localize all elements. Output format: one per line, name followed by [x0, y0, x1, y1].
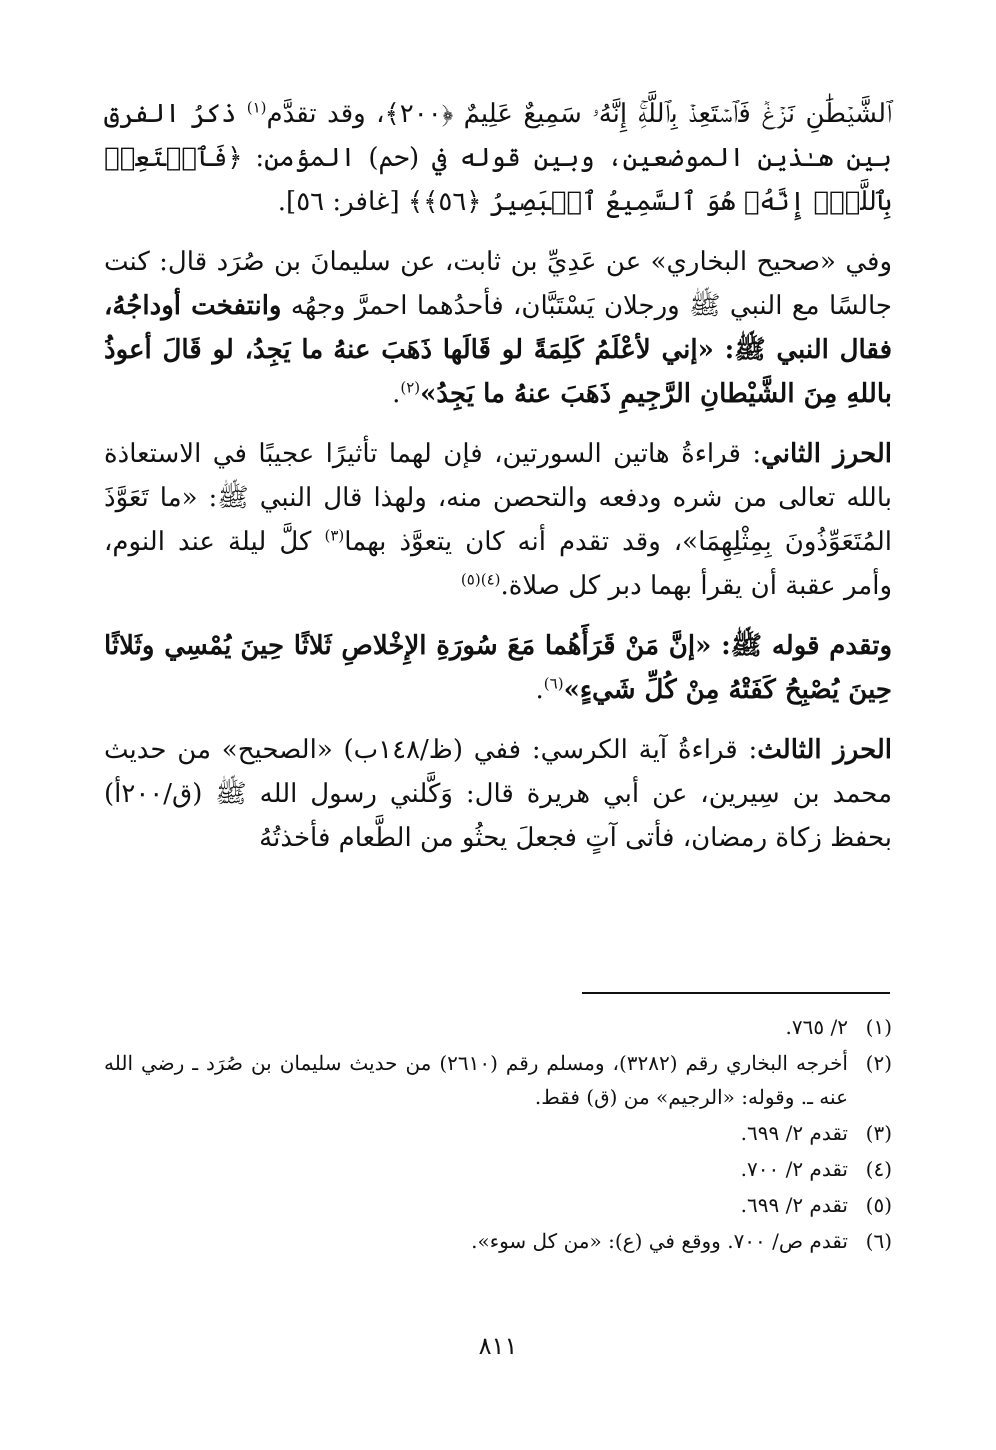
footnote-ref: (٤)	[480, 570, 501, 589]
footnote-item	[104, 1188, 892, 1222]
footnote-text: تقدم ٢/ ٦٩٩.	[740, 1121, 848, 1145]
paragraph-line: ذكرُ الفرق بين هـٰذين الموضعين، وبين قوله في (حم) المؤمن: ﴿فَٱسۡتَعِذۡ بِٱللَّهِۖ	[104, 99, 892, 217]
paragraph-line: كلَّ ليلة عند النوم، وأمر عقبة أن يقرأ بهما دبر كل صلاة.	[104, 527, 892, 601]
paragraph-line: وتقدم قوله ﷺ: «إنَّ مَنْ قَرَأَهُما مَعَ سُورَةِ الإِخْلاصِ ثَلاثًا حِينَ	[240, 631, 892, 661]
paragraph-line: ﷺ: «ما تَعَوَّذَ المُتَعَوِّذُونَ بِمِثْلِهِمَا»، وقد تقدم أنه كان يتعوَّذ بهما	[104, 483, 893, 557]
paragraph-3	[104, 432, 892, 608]
paragraph-line: الاستعاذة بالله تعالى من شره ودفعه والتحصن منه، ولهذا قال النبي	[104, 439, 892, 513]
footnote-divider	[582, 992, 890, 994]
footnote-number: (٢)	[865, 1051, 892, 1075]
footnote-item	[104, 1224, 892, 1258]
section-heading: الحرز الثاني	[761, 439, 892, 469]
paragraph-2: وفي «صحيح البخاري» عن عَدِيِّ بن ثابت، عن سليمانَ بن صُرَد قال: كنت جالسًا مع النبي ﷺ ورجلان يَسْتَبَّان، فأحدُهما احمرَّ وجهُه وانتفخت أوداجُهُ، فقال النبي ﷺ: «إني لأعْلَمُ كَلِمَةً لو قَالَها ذَهَبَ عنهُ ما يَجِدُ، لو قَالَ أعوذُ باللهِ مِنَ الشَّيْطانِ الرَّجِيمِ ذَهَبَ عنهُ ما يَجِدُ»$^{(٢)}$.	[104, 247, 893, 409]
paragraph-5	[104, 728, 892, 860]
footnote-number: (٤)	[865, 1157, 892, 1181]
paragraph-line: حديث محمد بن سِيرين، عن أبي هريرة قال: وَكَّلني رسول الله ﷺ	[104, 735, 892, 809]
footnote-ref: (٣)	[324, 526, 345, 545]
page-number: ٨١١	[478, 1332, 518, 1360]
paragraph-line: إِنَّهُۥ هُوَ ٱلسَّمِيعُ ٱلۡبَصِيرُ ﴿٥٦﴾﴾ [غافر: ٥٦].	[277, 187, 806, 217]
paragraph-line: وانتفخت أوداجُهُ، فقال النبي ﷺ: «إني لأعْلَمُ كَلِمَةً لو قَالَها ذَهَبَ عنهُ	[104, 291, 892, 365]
footnote-number: (٣)	[865, 1121, 892, 1145]
footnote-item	[104, 1116, 892, 1150]
footnote-number: (٥)	[865, 1193, 892, 1217]
paragraph-line: : قراءةُ آية الكرسي: ففي (ظ/١٤٨ب) «الصحيح» من	[177, 735, 758, 765]
paragraph-line: وفي «صحيح البخاري» عن عَدِيِّ بن ثابت، عن سليمانَ بن صُرَد	[216, 247, 893, 277]
footnote-ref: (٥)	[460, 570, 481, 589]
main-text	[104, 92, 892, 876]
footnote-item	[104, 1010, 892, 1044]
footnote-ref: (٦)	[543, 674, 564, 693]
section-heading: الحرز الثالث	[757, 735, 893, 765]
paragraph-line: ما يَجِدُ، لو قَالَ أعوذُ باللهِ مِنَ الشَّيْطانِ الرَّجِيمِ ذَهَبَ عنهُ ما يَجِدُ»	[104, 335, 892, 409]
paragraph-line: (ق/٢٠٠أ) بحفظ زكاة رمضان، فأتى آتٍ فجعلَ يحثُو من الطَّعام فأخذتُهُ	[104, 779, 892, 853]
paragraph-line: قال: كنت جالسًا مع النبي ﷺ ورجلان يَسْتَبَّان، فأحدُهما احمرَّ وجهُه	[104, 247, 892, 321]
footnotes-list	[104, 1010, 892, 1260]
footnote-item	[104, 1152, 892, 1186]
footnote-text: تقدم ٢/ ٧٠٠.	[740, 1157, 848, 1181]
footnote-number: (٦)	[865, 1229, 892, 1253]
footnote-text: تقدم ٢/ ٦٩٩.	[740, 1193, 848, 1217]
paragraph-line: : قراءةُ هاتين السورتين، فإن لهما تأثيرًا عجيبًا في	[212, 439, 762, 469]
paragraph-line: يُمْسِي وثَلاثًا حِينَ يُصْبِحُ كَفَتْهُ مِنْ كُلِّ شَيءٍ»	[104, 631, 892, 705]
footnote-text: أخرجه البخاري رقم (٣٢٨٢)، ومسلم رقم (٢٦١٠) من حديث سليمان بن صُرَد ـ رضي الله عنه ـ. وقوله: «الرجيم» من (ق) فقط.	[104, 1051, 848, 1109]
footnote-text: تقدم ص/ ٧٠٠. ووقع في (ع): «من كل سوء».	[471, 1229, 848, 1253]
footnote-text: ٢/ ٧٦٥.	[785, 1015, 848, 1039]
footnote-ref: (٢)	[400, 378, 421, 397]
footnote-item	[104, 1046, 892, 1114]
footnote-number: (١)	[865, 1015, 892, 1039]
paragraph-1	[104, 92, 892, 224]
footnote-ref: (١)	[246, 98, 267, 117]
paragraph-4: وتقدم قوله ﷺ: «إنَّ مَنْ قَرَأَهُما مَعَ سُورَةِ الإِخْلاصِ ثَلاثًا حِينَ يُمْسِي وثَلاثًا حِينَ يُصْبِحُ كَفَتْهُ مِنْ كُلِّ شَيءٍ»$^{(٦)}$.	[104, 631, 892, 705]
paragraph-line: ٱلشَّيۡطَٰنِ نَزۡغٞ فَٱسۡتَعِذۡ بِٱللَّهِۚ إِنَّهُۥ سَمِيعٌ عَلِيمٌ ﴿٢٠٠﴾، وقد تقدَّم	[266, 99, 893, 129]
